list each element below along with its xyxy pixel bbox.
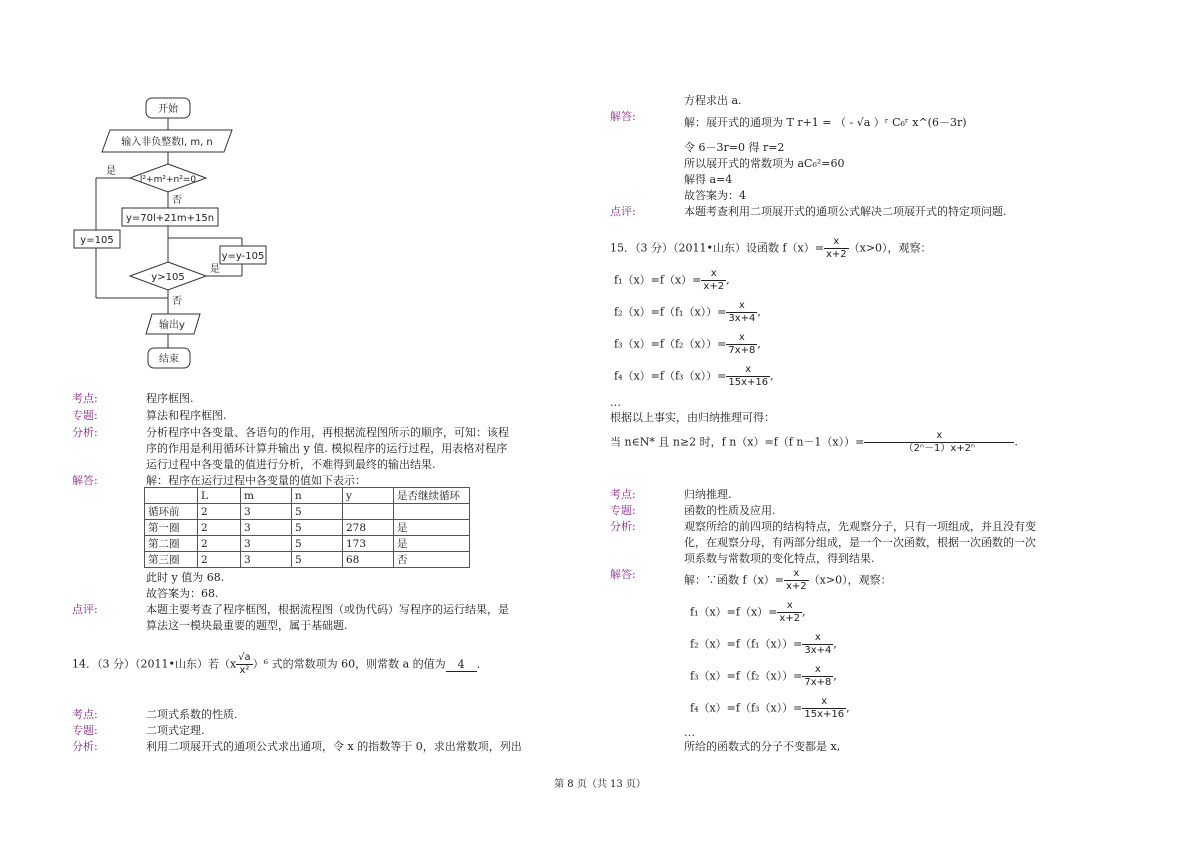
q14-frac-num: √a bbox=[238, 652, 251, 663]
q14-stem-frac bbox=[236, 652, 253, 677]
q15-stem-frac bbox=[824, 236, 849, 261]
q15-dots: … bbox=[610, 396, 621, 409]
flow-end-text: 结束 bbox=[159, 354, 179, 365]
q13-dianping-line-2: 算法这一模块最重要的题型，属于基础题. bbox=[146, 619, 348, 632]
flow-assign1-text: y=70l+21m+15n bbox=[125, 213, 215, 224]
table-cell: 68 bbox=[343, 552, 394, 568]
q15-line-2-end: , bbox=[757, 305, 761, 319]
table-cell: m bbox=[241, 488, 292, 504]
flow-cond1-text: l²+m²+n²=0 bbox=[139, 175, 197, 185]
flow-start-text: 开始 bbox=[158, 104, 178, 115]
table-cell bbox=[343, 504, 394, 520]
q15-stem-end: （x>0），观察： bbox=[848, 241, 932, 255]
table-cell: 278 bbox=[343, 520, 394, 536]
q13-zhuanti: 算法和程序框图. bbox=[146, 409, 227, 422]
table-row bbox=[145, 552, 470, 568]
q15-fenxi-line-3: 项系数与常数项的变化特点，得到结果. bbox=[684, 552, 875, 565]
table-cell: 173 bbox=[343, 536, 394, 552]
q15-fenxi-line-2: 化，在观察分母，有两部分组成，是一个一次函数，根据一次函数的一次 bbox=[684, 536, 1036, 549]
q15-final-frac bbox=[864, 430, 1014, 455]
frac-num: x bbox=[726, 364, 770, 377]
q14-zhuanti: 二项式定理. bbox=[146, 724, 205, 737]
q15-line-3-frac bbox=[726, 332, 757, 357]
q15-jieda-last: 所给的函数式的分子不变都是 x, bbox=[684, 740, 841, 753]
table-cell: 5 bbox=[292, 520, 343, 536]
q14-kaodian: 二项式系数的性质. bbox=[146, 708, 238, 721]
q15-jieda-line-3-lhs: f₃（x）=f（f₂（x））= bbox=[690, 669, 803, 683]
frac-den: 3x+4 bbox=[728, 313, 756, 324]
q15-stem-frac-num: x bbox=[824, 236, 849, 249]
flow-yes1: 是 bbox=[106, 166, 116, 177]
q13-table bbox=[144, 487, 470, 568]
table-cell: 3 bbox=[241, 552, 292, 568]
flow-assign2-text: y=105 bbox=[80, 235, 114, 246]
page-footer: 第 8 页（共 13 页） bbox=[554, 779, 646, 790]
table-cell: 否 bbox=[394, 552, 470, 568]
q14-fenxi-cont: 方程求出 a. bbox=[684, 94, 742, 107]
q15-jieda-line-1-end: , bbox=[802, 605, 806, 619]
q14-stem-pre: 14．（3 分）（2011•山东）若（x bbox=[72, 657, 237, 671]
flow-loop-text: y=y-105 bbox=[221, 251, 265, 262]
frac-num: x bbox=[777, 600, 802, 613]
q14-jieda-1: 解：展开式的通项为 T r+1 = （ - √a ）ʳ C₆ʳ x^(6－3r) bbox=[684, 116, 967, 129]
q15-line-4-end: , bbox=[770, 369, 774, 383]
frac-den: 3x+4 bbox=[804, 645, 832, 656]
q15-fenxi-line-1: 观察所给的前四项的结构特点，先观察分子，只有一项组成，并且没有变 bbox=[684, 520, 1036, 533]
table-cell: 第二圈 bbox=[145, 536, 198, 552]
q13-fenxi-line-3: 运行过程中各变量的值进行分析，不难得到最终的输出结果. bbox=[146, 458, 436, 471]
frac-num: x bbox=[864, 430, 1014, 443]
table-cell: 是 bbox=[394, 520, 470, 536]
q15-final-lhs: 当 n∈N* 且 n≥2 时，f n（x）=f（f n－1（x））= bbox=[610, 435, 865, 449]
q14-fenxi: 利用二项展开式的通项公式求出通项，令 x 的指数等于 0，求出常数项，列出 bbox=[146, 740, 522, 753]
q15-line-4 bbox=[614, 364, 774, 389]
q15-jieda-line-4 bbox=[690, 696, 850, 721]
flowchart bbox=[60, 90, 380, 380]
q15-jieda-line-3 bbox=[690, 664, 837, 689]
q13-fenxi-line-1: 分析程序中各变量、各语句的作用，再根据流程图所示的顺序，可知：该程 bbox=[146, 426, 509, 439]
q15-induce: 根据以上事实，由归纳推理可得： bbox=[610, 411, 775, 424]
q14-stem-post: ）⁶ 式的常数项为 60，则常数 a 的值为 bbox=[252, 657, 446, 671]
q13-fenxi-line-2: 序的作用是利用循环计算并输出 y 值. 模拟程序的运行过程，用表格对程序 bbox=[146, 442, 508, 455]
table-cell: 3 bbox=[241, 536, 292, 552]
table-row bbox=[145, 488, 470, 504]
flow-output-text: 输出y bbox=[159, 320, 185, 331]
q13-dianping-line-1: 本题主要考查了程序框图，根据流程图（或伪代码）写程序的运行结果，是 bbox=[146, 603, 509, 616]
q14-stem bbox=[72, 652, 488, 677]
table-cell: 5 bbox=[292, 536, 343, 552]
q15-jieda-frac bbox=[784, 568, 809, 593]
table-cell: 5 bbox=[292, 552, 343, 568]
q15-final bbox=[610, 430, 1018, 455]
q15-line-1-lhs: f₁（x）=f（x）= bbox=[614, 273, 702, 287]
q15-jieda-line-3-end: , bbox=[833, 669, 837, 683]
q13-fenxi-label: 分析: bbox=[72, 426, 98, 439]
q14-answer-blank: 4 bbox=[446, 658, 477, 672]
table-cell: 是否继续循环 bbox=[394, 488, 470, 504]
q14-jieda-4: 解得 a=4 bbox=[684, 173, 733, 186]
flow-no1: 否 bbox=[172, 195, 182, 206]
q15-line-3 bbox=[614, 332, 761, 357]
q14-kaodian-label: 考点: bbox=[72, 708, 98, 721]
q15-line-2-frac bbox=[726, 300, 757, 325]
frac-num: x bbox=[802, 696, 846, 709]
table-cell: y bbox=[343, 488, 394, 504]
q14-zhuanti-label: 专题: bbox=[72, 724, 98, 737]
q15-jieda-line-3-frac bbox=[802, 664, 833, 689]
q15-jieda-line-4-frac bbox=[802, 696, 846, 721]
q15-jieda-line-4-end: , bbox=[846, 701, 850, 715]
q15-jieda-intro-end: （x>0），观察： bbox=[808, 573, 892, 587]
frac-num: x bbox=[784, 568, 809, 581]
flow-yes2: 是 bbox=[210, 264, 220, 275]
q15-jieda-line-2-frac bbox=[802, 632, 833, 657]
table-cell bbox=[145, 488, 198, 504]
q14-dianping-label: 点评: bbox=[610, 205, 636, 218]
q15-jieda-line-1-frac bbox=[777, 600, 802, 625]
frac-den: 7x+8 bbox=[804, 677, 832, 688]
q15-fenxi-label: 分析: bbox=[610, 520, 636, 533]
table-row bbox=[145, 520, 470, 536]
q15-jieda-line-4-lhs: f₄（x）=f（f₃（x））= bbox=[690, 701, 803, 715]
q13-kaodian-label: 考点: bbox=[72, 392, 98, 405]
table-cell: 第三圈 bbox=[145, 552, 198, 568]
q14-jieda-label: 解答: bbox=[610, 110, 636, 123]
flow-no2: 否 bbox=[172, 296, 182, 307]
q15-line-3-lhs: f₃（x）=f（f₂（x））= bbox=[614, 337, 727, 351]
frac-num: x bbox=[802, 664, 833, 677]
q15-line-4-frac bbox=[726, 364, 770, 389]
frac-den: （2ⁿ－1）x+2ⁿ bbox=[903, 443, 976, 454]
q15-line-2 bbox=[614, 300, 761, 325]
frac-num: x bbox=[726, 300, 757, 313]
frac-den: 15x+16 bbox=[728, 377, 769, 388]
table-cell: 3 bbox=[241, 504, 292, 520]
table-cell: 2 bbox=[198, 504, 241, 520]
frac-den: x+2 bbox=[786, 581, 807, 592]
table-cell: 3 bbox=[241, 520, 292, 536]
table-row bbox=[145, 504, 470, 520]
frac-den: 7x+8 bbox=[728, 345, 756, 356]
q15-jieda-line-2 bbox=[690, 632, 837, 657]
table-cell: 2 bbox=[198, 536, 241, 552]
q13-kaodian: 程序框图. bbox=[146, 392, 194, 405]
q15-stem-text: 15．（3 分）（2011•山东）设函数 f（x）= bbox=[610, 241, 824, 255]
table-row bbox=[145, 536, 470, 552]
q15-line-3-end: , bbox=[757, 337, 761, 351]
q15-jieda-dots: … bbox=[684, 726, 695, 739]
q15-line-2-lhs: f₂（x）=f（f₁（x））= bbox=[614, 305, 727, 319]
frac-num: x bbox=[802, 632, 833, 645]
table-cell: L bbox=[198, 488, 241, 504]
q13-dianping-label: 点评: bbox=[72, 603, 98, 616]
q15-stem-frac-den: x+2 bbox=[825, 249, 847, 260]
table-cell: 5 bbox=[292, 504, 343, 520]
q14-jieda-2: 令 6－3r=0 得 r=2 bbox=[684, 141, 785, 154]
q14-jieda-5: 故答案为：4 bbox=[684, 189, 746, 202]
q13-result-1: 此时 y 值为 68. bbox=[146, 571, 225, 584]
q14-frac-den: x² bbox=[239, 665, 250, 676]
frac-den: 15x+16 bbox=[804, 709, 845, 720]
q13-result-2: 故答案为：68. bbox=[146, 587, 219, 600]
q15-jieda-intro-text: 解：∵函数 f（x）= bbox=[684, 573, 784, 587]
q15-line-1-end: , bbox=[726, 273, 730, 287]
q15-kaodian: 归纳推理. bbox=[684, 488, 732, 501]
table-cell: 是 bbox=[394, 536, 470, 552]
q15-stem bbox=[610, 236, 932, 261]
table-cell: n bbox=[292, 488, 343, 504]
q14-fenxi-label: 分析: bbox=[72, 740, 98, 753]
q15-jieda-line-1-lhs: f₁（x）=f（x）= bbox=[690, 605, 778, 619]
table-cell: 第一圈 bbox=[145, 520, 198, 536]
table-cell: 2 bbox=[198, 552, 241, 568]
q15-jieda-intro bbox=[684, 568, 892, 593]
frac-num: x bbox=[701, 268, 726, 281]
q15-zhuanti-label: 专题: bbox=[610, 504, 636, 517]
q15-line-4-lhs: f₄（x）=f（f₃（x））= bbox=[614, 369, 727, 383]
frac-den: x+2 bbox=[779, 613, 801, 624]
flow-cond2-text: y>105 bbox=[151, 272, 185, 283]
q15-jieda-line-2-lhs: f₂（x）=f（f₁（x））= bbox=[690, 637, 803, 651]
table-cell bbox=[394, 504, 470, 520]
q15-final-end: . bbox=[1014, 435, 1018, 449]
q14-jieda-3: 所以展开式的常数项为 aC₆²=60 bbox=[684, 157, 845, 170]
q15-jieda-label: 解答: bbox=[610, 568, 636, 581]
q13-jieda-label: 解答: bbox=[72, 474, 98, 487]
table-cell: 2 bbox=[198, 520, 241, 536]
q15-jieda-line-1 bbox=[690, 600, 806, 625]
q15-zhuanti: 函数的性质及应用. bbox=[684, 504, 776, 517]
q13-zhuanti-label: 专题: bbox=[72, 409, 98, 422]
q13-jieda-intro: 解：程序在运行过程中各变量的值如下表示： bbox=[146, 474, 366, 487]
flow-input-text: 输入非负整数l, m, n bbox=[121, 137, 213, 148]
table-cell: 循环前 bbox=[145, 504, 198, 520]
q15-line-1 bbox=[614, 268, 730, 293]
frac-num: x bbox=[726, 332, 757, 345]
q15-kaodian-label: 考点: bbox=[610, 488, 636, 501]
q15-jieda-line-2-end: , bbox=[833, 637, 837, 651]
frac-den: x+2 bbox=[703, 281, 725, 292]
q15-line-1-frac bbox=[701, 268, 726, 293]
q14-stem-end: ． bbox=[476, 657, 488, 671]
q14-dianping: 本题考查利用二项展开式的通项公式解决二项展开式的特定项问题. bbox=[684, 205, 1007, 218]
